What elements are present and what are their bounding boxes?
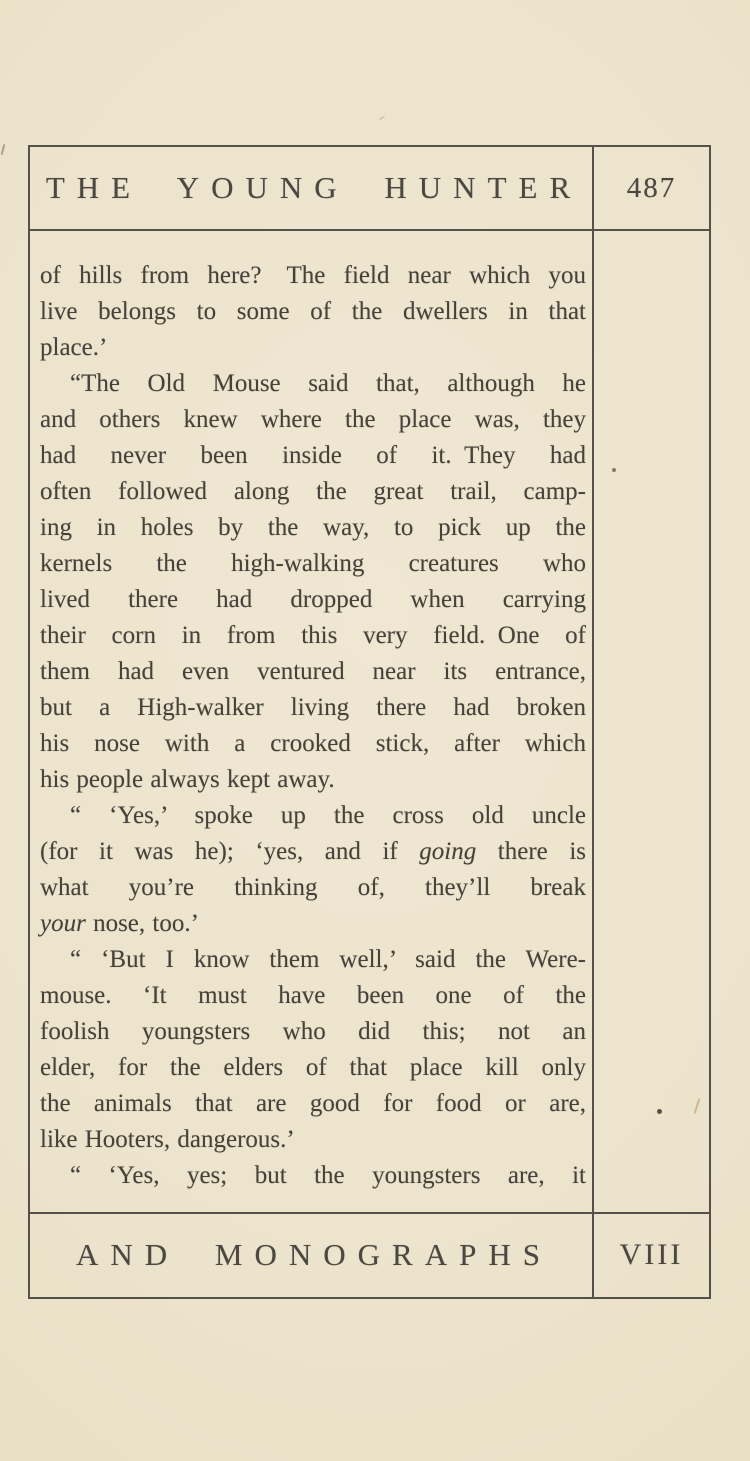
paper-speck — [612, 468, 616, 472]
body-line: (for it was he); ‘yes, and if going there is — [40, 838, 587, 865]
body-line: foolish youngsters who did this; not an — [40, 1018, 586, 1045]
body-line: elder, for the elders of that place kill only — [40, 1054, 586, 1081]
running-header — [30, 147, 592, 229]
body-line: lived there had dropped when carrying — [40, 586, 586, 613]
volume-number-cell — [594, 1214, 709, 1295]
body-line: often followed along the great trail, camp- — [40, 478, 586, 505]
paper-speck — [379, 116, 385, 121]
body-line: place.’ — [40, 334, 108, 361]
body-line: them had even ventured near its entrance, — [40, 658, 586, 685]
body-line: his people always kept away. — [40, 766, 335, 793]
body-line: live belongs to some of the dwellers in that — [40, 298, 586, 325]
body-line: “ ‘Yes,’ spoke up the cross old uncle — [70, 802, 586, 829]
body-line: had never been inside of it. They had — [40, 442, 586, 469]
body-line: kernels the high-walking creatures who — [40, 550, 586, 577]
paper-speck — [657, 1109, 662, 1114]
body-line: what you’re thinking of, they’ll break — [40, 874, 586, 901]
volume-number: VIII — [619, 1237, 684, 1271]
body-line: but a High-walker living there had broken — [40, 694, 586, 721]
body-line: their corn in from this very field. One of — [40, 622, 586, 649]
page-number-cell — [594, 147, 709, 229]
paper-speck — [1, 144, 6, 155]
body-line: ing in holes by the way, to pick up the — [40, 514, 586, 541]
body-line: of hills from here? The field near which you — [40, 262, 586, 289]
body-text — [30, 231, 592, 1210]
page-frame — [28, 145, 711, 1299]
body-line: like Hooters, dangerous.’ — [40, 1126, 295, 1153]
body-line: and others knew where the place was, they — [40, 406, 586, 433]
running-footer — [30, 1214, 592, 1295]
body-line: his nose with a crooked stick, after which — [40, 730, 586, 757]
column-divider-rule — [592, 147, 594, 1297]
body-line: the animals that are good for food or are, — [40, 1090, 586, 1117]
body-line: mouse. ‘It must have been one of the — [40, 982, 586, 1009]
body-line: “The Old Mouse said that, although he — [70, 370, 586, 397]
series-title: AND MONOGRAPHS — [76, 1236, 552, 1272]
body-line: “ ‘But I know them well,’ said the Were- — [70, 946, 586, 973]
body-line: “ ‘Yes, yes; but the youngsters are, it — [70, 1162, 586, 1189]
page-title: THE YOUNG HUNTER — [45, 170, 583, 205]
body-line: your nose, too.’ — [40, 910, 199, 937]
page-number: 487 — [626, 171, 677, 204]
